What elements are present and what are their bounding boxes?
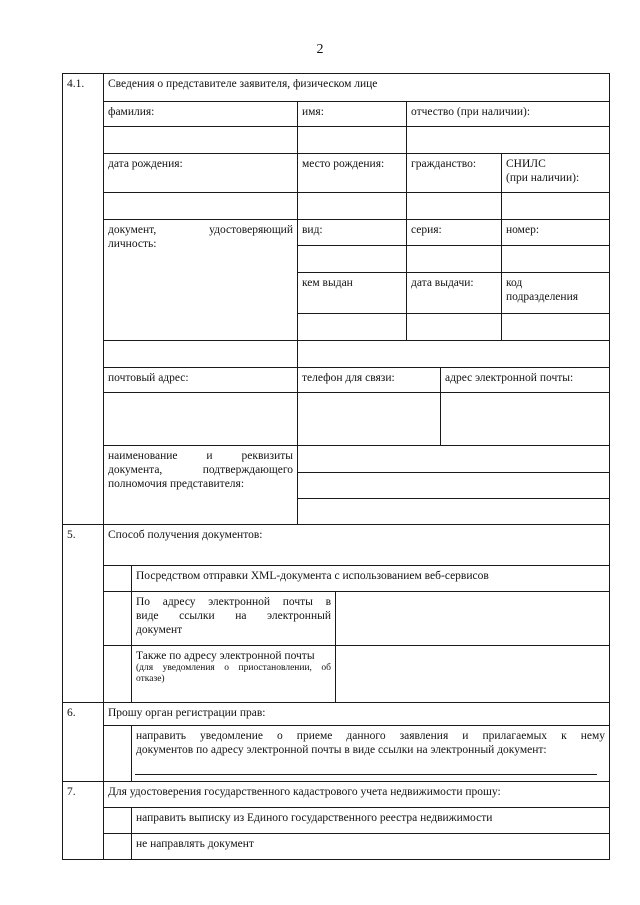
section-7-title: Для удостоверения государственного кадастрового учета недвижимости прошу: — [108, 786, 501, 798]
doc-type-field[interactable] — [297, 245, 407, 273]
email-notice-option-note: (для уведомления о приостановлении, об — [136, 663, 331, 673]
xml-webservice-checkbox[interactable] — [103, 565, 132, 592]
section-7-number-cell — [62, 781, 104, 860]
birth-place-label: место рождения: — [302, 158, 385, 170]
section-5-number-cell — [62, 524, 104, 703]
email-notice-address-field[interactable] — [335, 645, 610, 703]
doc-type-label-cell — [297, 219, 407, 246]
xml-webservice-option-cell — [131, 565, 610, 592]
id-document-extra-left[interactable] — [103, 340, 298, 368]
dept-code-label-cell — [501, 272, 610, 314]
section-7-number: 7. — [67, 786, 76, 798]
doc-series-field[interactable] — [406, 245, 502, 273]
authority-doc-label-end: полномочия представителя: — [108, 478, 245, 490]
patronymic-label: отчество (при наличии): — [411, 106, 531, 118]
postal-address-label: почтовый адрес: — [108, 372, 189, 384]
section-4-1-number: 4.1. — [67, 78, 85, 90]
authority-doc-field-1[interactable] — [297, 445, 610, 473]
id-document-label: документ, удостоверяющий — [108, 224, 293, 236]
snils-label: СНИЛС — [506, 158, 546, 170]
email-field[interactable] — [440, 392, 610, 446]
issue-date-label-cell — [406, 272, 502, 314]
doc-series-label: серия: — [411, 224, 442, 236]
dept-code-label: код — [506, 277, 523, 289]
receipt-notice-text-cont: документов по адресу электронной почты в виде ссылки на электронный документ: — [136, 744, 547, 756]
email-link-address-field[interactable] — [335, 591, 610, 646]
authority-doc-field-2[interactable] — [297, 472, 610, 499]
id-document-extra-right[interactable] — [297, 340, 610, 368]
section-6-title-cell — [103, 702, 610, 726]
receipt-notice-text: направить уведомление о приеме данного заявления и прилагаемых к нему — [136, 730, 605, 742]
email-notice-checkbox[interactable] — [103, 645, 132, 703]
citizenship-field[interactable] — [406, 192, 502, 220]
id-document-label-cell — [103, 219, 298, 341]
email-notice-option-cell — [131, 645, 336, 703]
dept-code-label-cont: подразделения — [506, 291, 579, 303]
birth-date-field[interactable] — [103, 192, 298, 220]
name-field[interactable] — [297, 126, 407, 154]
section-5-title-cell — [103, 524, 610, 566]
email-link-option-cell — [131, 591, 336, 646]
email-link-option-label-cont: виде ссылки на электронный — [136, 610, 331, 622]
surname-label-cell — [103, 101, 298, 127]
dept-code-field[interactable] — [501, 313, 610, 341]
page-number: 2 — [316, 42, 324, 57]
doc-number-label: номер: — [506, 224, 540, 236]
doc-series-label-cell — [406, 219, 502, 246]
section-7-title-cell — [103, 781, 610, 808]
section-4-1-title: Сведения о представителе заявителя, физическом лице — [108, 78, 378, 90]
name-label: имя: — [302, 106, 324, 118]
authority-doc-label-cont: документа, подтверждающего — [108, 464, 293, 476]
section-4-1-number-cell — [62, 73, 104, 525]
email-notice-option-label: Также по адресу электронной почты — [136, 650, 315, 662]
do-not-send-option-cell — [131, 833, 610, 860]
receipt-notice-email-line[interactable] — [135, 774, 597, 775]
email-link-checkbox[interactable] — [103, 591, 132, 646]
authority-doc-field-3[interactable] — [297, 498, 610, 525]
citizenship-label: гражданство: — [411, 158, 477, 170]
do-not-send-checkbox[interactable] — [103, 833, 132, 860]
receipt-notice-checkbox[interactable] — [103, 725, 132, 782]
birth-date-label: дата рождения: — [108, 158, 183, 170]
section-6-number-cell — [62, 702, 104, 782]
issued-by-field[interactable] — [297, 313, 407, 341]
snils-field[interactable] — [501, 192, 610, 220]
doc-type-label: вид: — [302, 224, 323, 236]
phone-field[interactable] — [297, 392, 441, 446]
postal-address-label-cell — [103, 367, 298, 393]
phone-label-cell — [297, 367, 441, 393]
do-not-send-option-label: не направлять документ — [136, 838, 254, 850]
name-label-cell — [297, 101, 407, 127]
doc-number-label-cell — [501, 219, 610, 246]
section-6-number: 6. — [67, 707, 76, 719]
xml-webservice-option-label: Посредством отправки XML-документа с использованием веб-сервисов — [136, 570, 489, 582]
citizenship-label-cell — [406, 153, 502, 193]
snils-note: (при наличии): — [506, 172, 580, 184]
birth-place-field[interactable] — [297, 192, 407, 220]
doc-number-field[interactable] — [501, 245, 610, 273]
section-5-title: Способ получения документов: — [108, 529, 263, 541]
section-6-title: Прошу орган регистрации прав: — [108, 707, 266, 719]
email-label: адрес электронной почты: — [445, 372, 574, 384]
id-document-label-cont: личность: — [108, 238, 157, 250]
send-extract-option-cell — [131, 807, 610, 834]
section-4-1-title-cell — [103, 73, 610, 102]
send-extract-checkbox[interactable] — [103, 807, 132, 834]
authority-doc-label: наименование и реквизиты — [108, 450, 293, 462]
issued-by-label-cell — [297, 272, 407, 314]
surname-field[interactable] — [103, 126, 298, 154]
send-extract-option-label: направить выписку из Единого государственного реестра недвижимости — [136, 812, 493, 824]
section-5-number: 5. — [67, 529, 76, 541]
patronymic-label-cell — [406, 101, 610, 127]
issue-date-label: дата выдачи: — [411, 277, 474, 289]
surname-label: фамилия: — [108, 106, 155, 118]
authority-doc-label-cell — [103, 445, 298, 525]
issued-by-label: кем выдан — [302, 277, 353, 289]
snils-label-cell — [501, 153, 610, 193]
email-link-option-label: По адресу электронной почты в — [136, 596, 331, 608]
issue-date-field[interactable] — [406, 313, 502, 341]
birth-date-label-cell — [103, 153, 298, 193]
email-link-option-label-end: документ — [136, 624, 183, 636]
patronymic-field[interactable] — [406, 126, 610, 154]
phone-label: телефон для связи: — [302, 372, 395, 384]
email-label-cell — [440, 367, 610, 393]
birth-place-label-cell — [297, 153, 407, 193]
email-notice-option-note-end: отказе) — [136, 674, 165, 684]
postal-address-field[interactable] — [103, 392, 298, 446]
